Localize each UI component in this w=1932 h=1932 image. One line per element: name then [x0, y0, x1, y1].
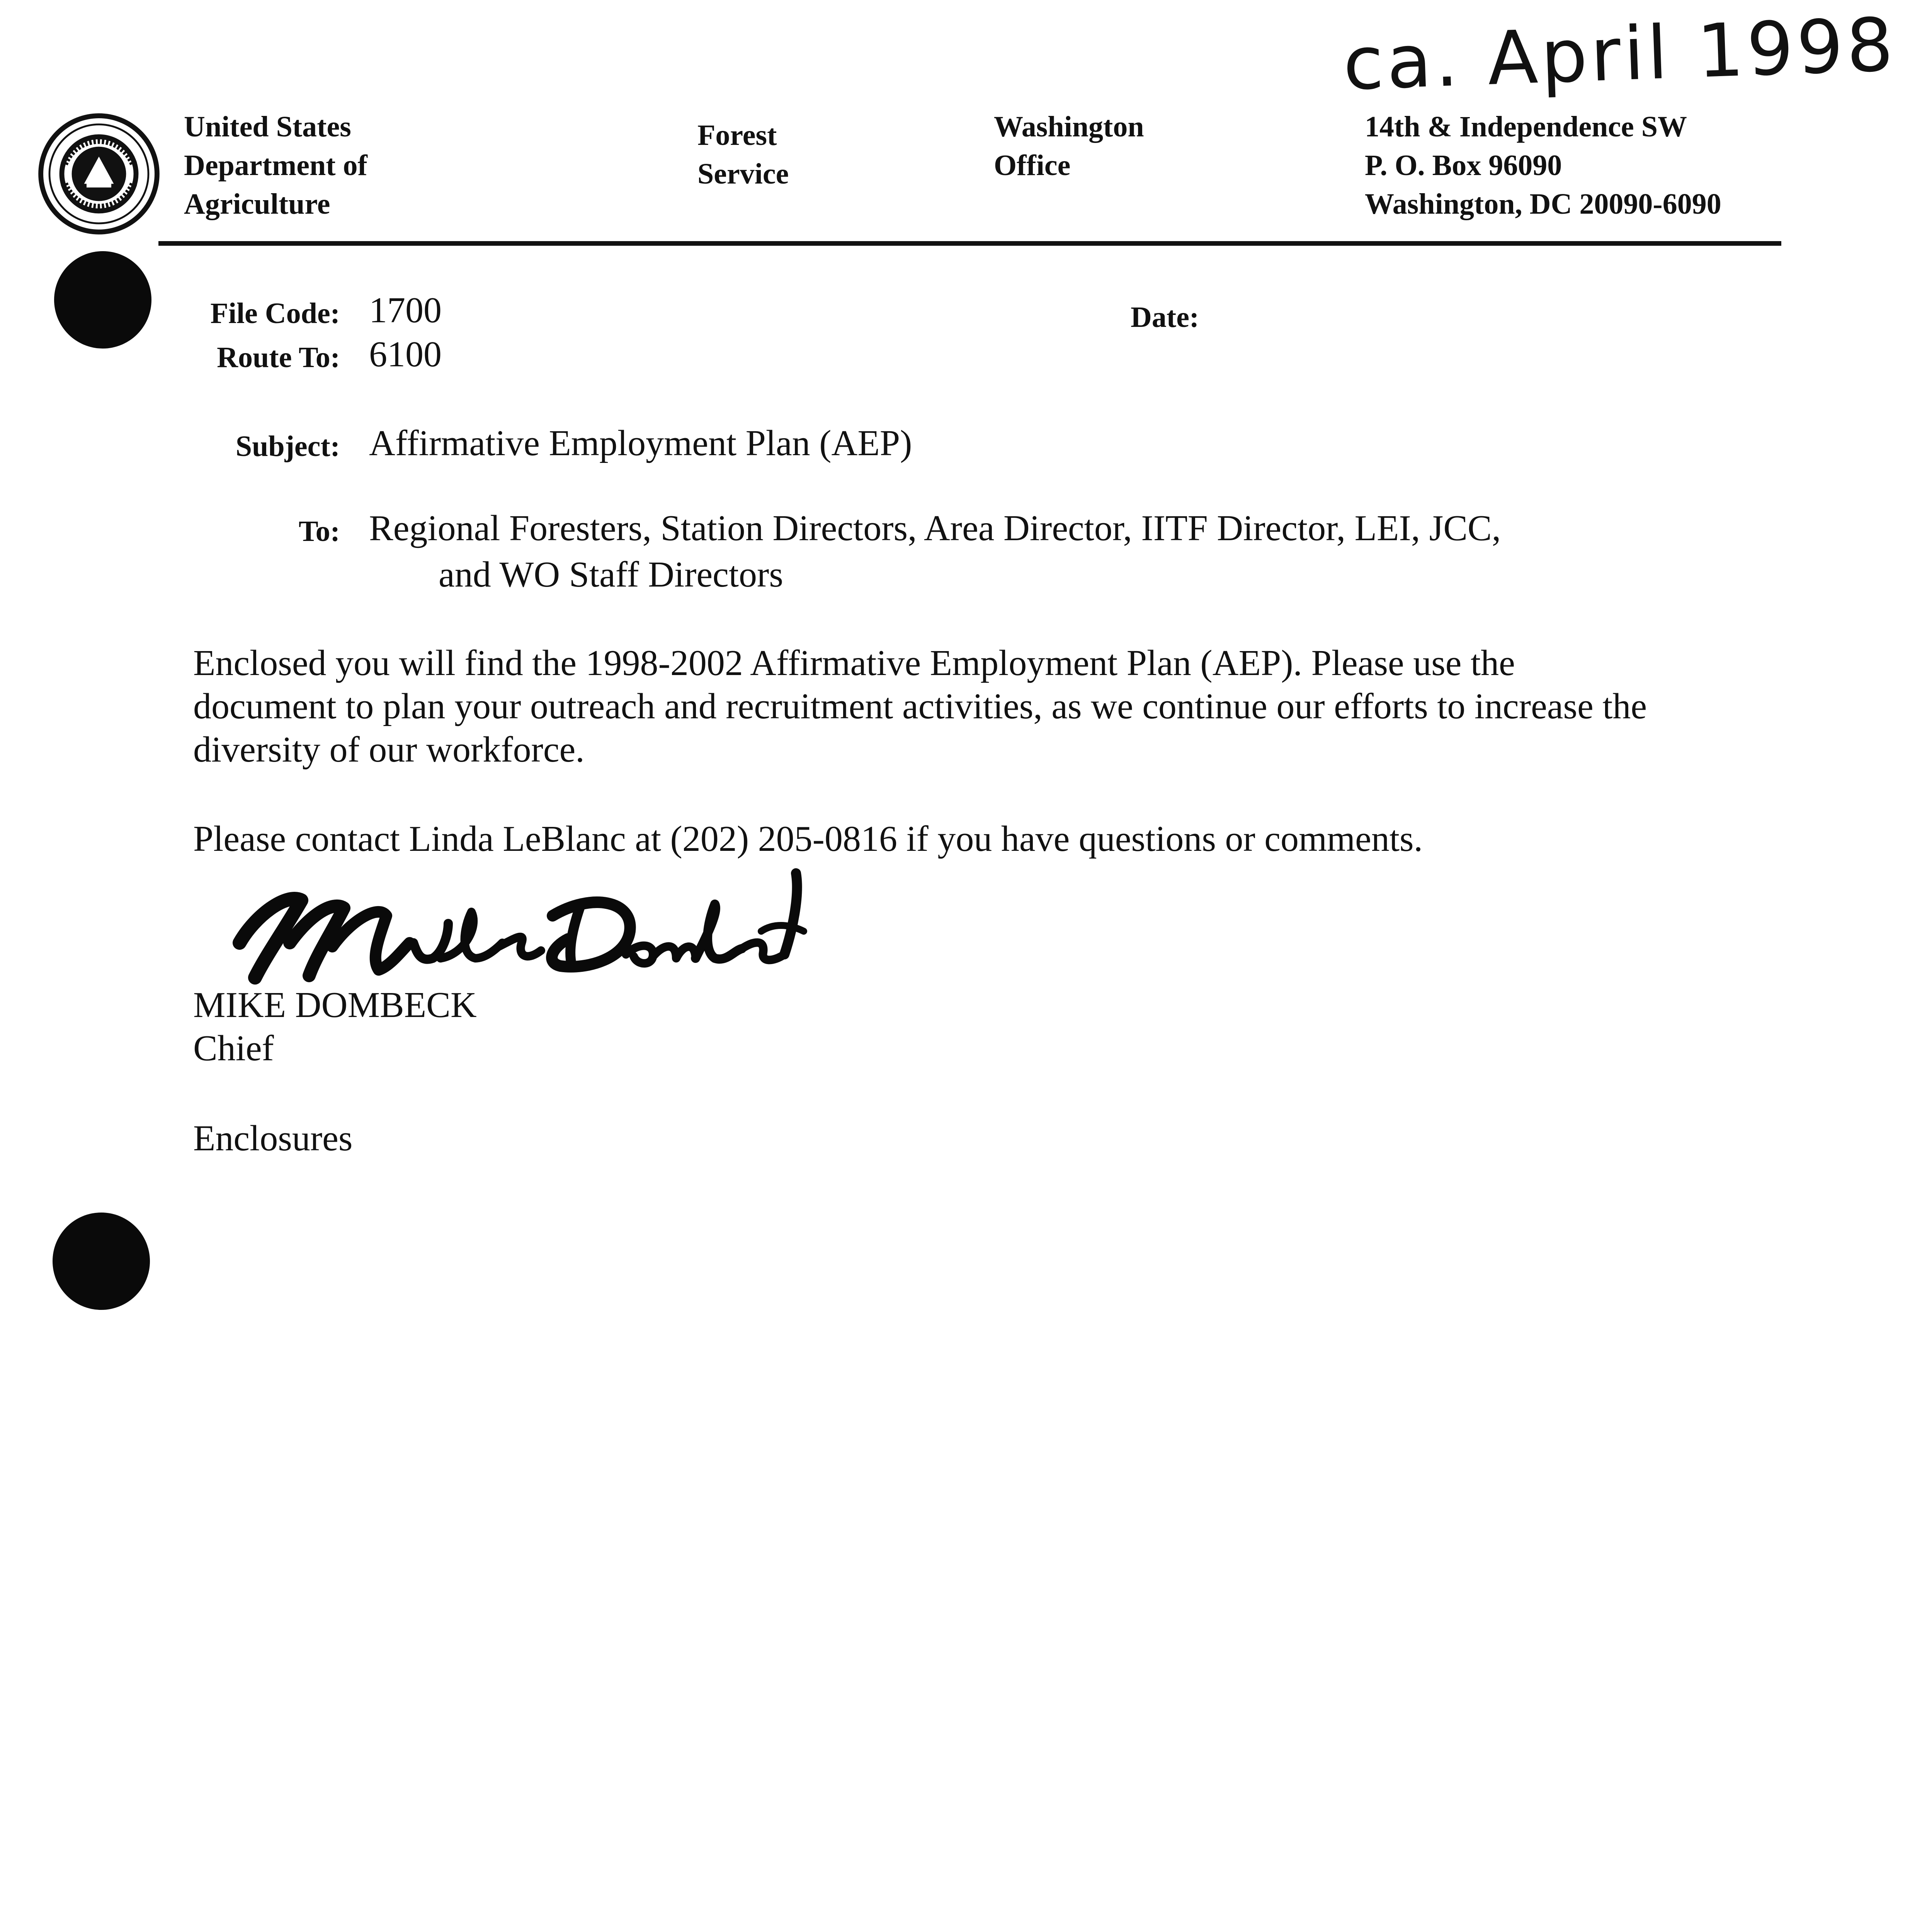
address-line-3: Washington, DC 20090-6090	[1365, 188, 1721, 220]
office-name	[994, 107, 1144, 185]
agency-line-2: Department of	[184, 149, 367, 182]
subject-label: Subject:	[235, 430, 340, 463]
file-code-value: 1700	[369, 290, 442, 330]
office-address	[1365, 107, 1721, 223]
agency-line-3: Agriculture	[184, 188, 330, 220]
enclosures-label: Enclosures	[193, 1118, 353, 1158]
signer-block	[193, 983, 477, 1070]
agency-line-1: United States	[184, 111, 351, 143]
to-value-line-1: Regional Foresters, Station Directors, Area Director, IITF Director, LEI, JCC,	[369, 508, 1501, 548]
route-to-label: Route To:	[217, 341, 340, 374]
enclosures-note	[193, 1117, 352, 1160]
service-name	[697, 116, 789, 193]
usda-seal-icon	[37, 112, 161, 236]
address-line-2: P. O. Box 96090	[1365, 149, 1562, 182]
office-line-2: Office	[994, 149, 1071, 182]
agency-name	[184, 107, 367, 223]
handwritten-date-annotation: ca. April 1998	[1342, 2, 1898, 107]
body-paragraph-2-line-1: Please contact Linda LeBlanc at (202) 205-0816 if you have questions or comments.	[193, 819, 1423, 859]
signer-name: MIKE DOMBECK	[193, 985, 477, 1025]
body-paragraph-2	[193, 817, 1423, 861]
signer-title: Chief	[193, 1028, 274, 1068]
punch-hole-middle	[53, 1213, 150, 1310]
punch-hole-top	[54, 251, 151, 349]
to-value-line-2: and WO Staff Directors	[439, 554, 783, 595]
header-rule	[158, 241, 1781, 246]
handwritten-signature	[232, 866, 811, 993]
route-to-value: 6100	[369, 334, 442, 374]
body-paragraph-1	[193, 641, 1647, 771]
body-paragraph-1-line-1: Enclosed you will find the 1998-2002 Affirmative Employment Plan (AEP). Please use the	[193, 643, 1515, 683]
address-line-1: 14th & Independence SW	[1365, 111, 1687, 143]
date-label: Date:	[1131, 301, 1199, 333]
body-paragraph-1-line-2: document to plan your outreach and recruitment activities, as we continue our efforts to increase the	[193, 686, 1647, 726]
subject-value: Affirmative Employment Plan (AEP)	[369, 423, 912, 463]
body-paragraph-1-line-3: diversity of our workforce.	[193, 730, 585, 770]
file-code-label: File Code:	[210, 297, 340, 330]
to-label: To:	[298, 515, 340, 548]
service-line-1: Forest	[697, 119, 777, 151]
office-line-1: Washington	[994, 111, 1144, 143]
service-line-2: Service	[697, 158, 789, 190]
